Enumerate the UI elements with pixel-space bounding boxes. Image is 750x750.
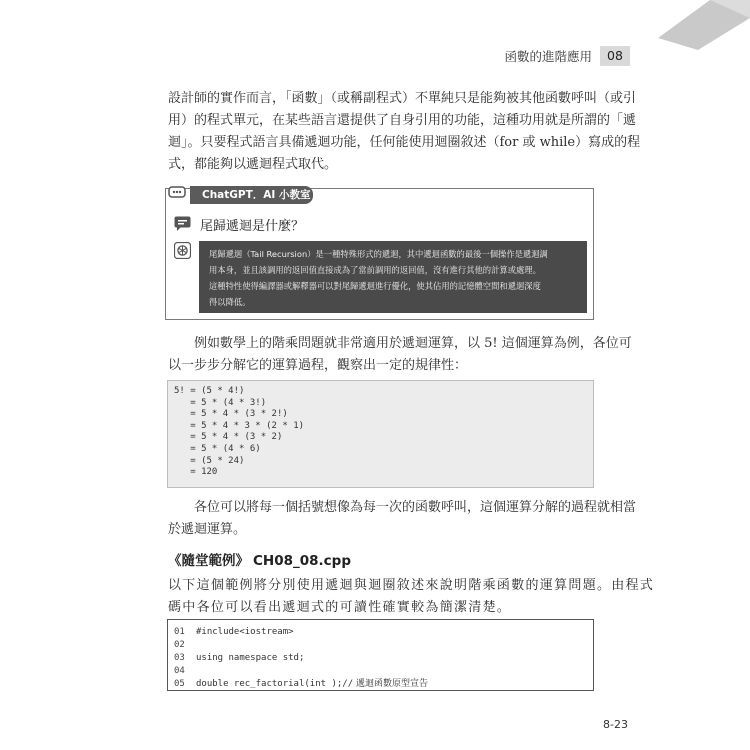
paragraph-line: 碼中各位可以看出遞迴式的可讀性確實較為簡潔清楚。 <box>168 600 512 615</box>
factorial-step: 5! = (5 * 4!) <box>174 386 245 396</box>
line-number: 01 <box>174 627 185 637</box>
paragraph-line: 設計師的實作而言，「函數」（或稱副程式）不單純只是能夠被其他函數呼叫（或引 <box>168 91 637 106</box>
code-text: double rec_factorial(int );// <box>196 679 354 689</box>
line-number: 03 <box>174 653 185 663</box>
chatgpt-tab-label: ChatGPT．AI 小教室 <box>190 186 313 204</box>
factorial-intro-paragraph <box>168 333 632 377</box>
page-number: 8-23 <box>603 718 628 731</box>
bracket-paragraph <box>168 497 637 541</box>
answer-line: 得以降低。 <box>209 297 251 307</box>
example-tag: 《隨堂範例》 <box>168 553 249 569</box>
example-description <box>168 575 655 619</box>
paragraph-line: 於遞迴運算。 <box>168 522 247 537</box>
line-number: 04 <box>174 666 185 676</box>
factorial-step: = 5 * 4 * (3 * 2) <box>174 432 283 443</box>
code-row <box>174 639 593 652</box>
ai-logo-icon <box>174 242 191 259</box>
code-row <box>174 652 593 665</box>
factorial-step: = (5 * 24) <box>174 455 245 466</box>
chatgpt-answer <box>199 241 587 313</box>
line-number: 05 <box>174 679 185 689</box>
paragraph-line: 式，都能夠以遞迴程式取代。 <box>168 157 338 172</box>
code-row <box>174 626 593 639</box>
factorial-step: = 120 <box>174 467 218 478</box>
code-listing <box>167 619 594 691</box>
paragraph-line: 例如數學上的階乘問題就非常適用於遞迴運算，以 5! 這個運算為例，各位可 <box>194 336 632 351</box>
paragraph-line: 以一步步分解它的運算過程，觀察出一定的規律性： <box>168 358 468 373</box>
answer-line: 用本身，並且該調用的返回值直接成為了當前調用的返回值，沒有進行其他的計算或處理。 <box>209 265 541 275</box>
factorial-step: = 5 * (4 * 6) <box>174 443 261 454</box>
code-row <box>174 665 593 678</box>
chat-bubble-icon <box>168 186 186 200</box>
factorial-step: = 5 * 4 * 3 * (2 * 1) <box>174 420 305 431</box>
factorial-steps-box <box>167 380 594 488</box>
paragraph-line: 用）的程式單元，在某些語言還提供了自身引用的功能，這種功用就是所謂的「遞 <box>168 113 637 128</box>
answer-line: 尾歸遞迴（Tail Recursion）是一種特殊形式的遞迴，其中遞迴函數的最後一個操作是遞迴調 <box>209 249 548 259</box>
chapter-number-badge: 08 <box>600 46 630 66</box>
answer-line: 這種特性使得編譯器或解釋器可以對尾歸遞迴進行優化，使其佔用的記憶體空間和遞迴深度 <box>209 281 541 291</box>
code-comment: 遞迴函數原型宣告 <box>353 679 429 689</box>
line-number: 02 <box>174 640 185 650</box>
code-text: #include<iostream> <box>196 627 294 637</box>
corner-decoration <box>640 0 750 70</box>
factorial-step: = 5 * (4 * 3!) <box>174 397 267 408</box>
example-heading <box>168 549 351 569</box>
intro-paragraph <box>168 88 641 176</box>
factorial-step: = 5 * 4 * (3 * 2!) <box>174 409 288 420</box>
example-filename: CH08_08.cpp <box>253 553 351 569</box>
chapter-title: 函數的進階應用 <box>504 49 592 64</box>
paragraph-line: 迴」。只要程式語言具備遞迴功能，任何能使用迴圈敘述（for 或 while）寫成的程 <box>168 135 641 150</box>
chatgpt-question: 尾歸遞迴是什麼？ <box>200 219 305 234</box>
paragraph-line: 各位可以將每一個括號想像為每一次的函數呼叫，這個運算分解的過程就相當 <box>194 500 637 515</box>
paragraph-line: 以下這個範例將分別使用遞迴與迴圈敘述來說明階乘函數的運算問題。由程式 <box>168 578 655 593</box>
code-text: using namespace std; <box>196 653 305 663</box>
question-chat-icon <box>174 216 191 231</box>
code-row <box>174 678 593 691</box>
